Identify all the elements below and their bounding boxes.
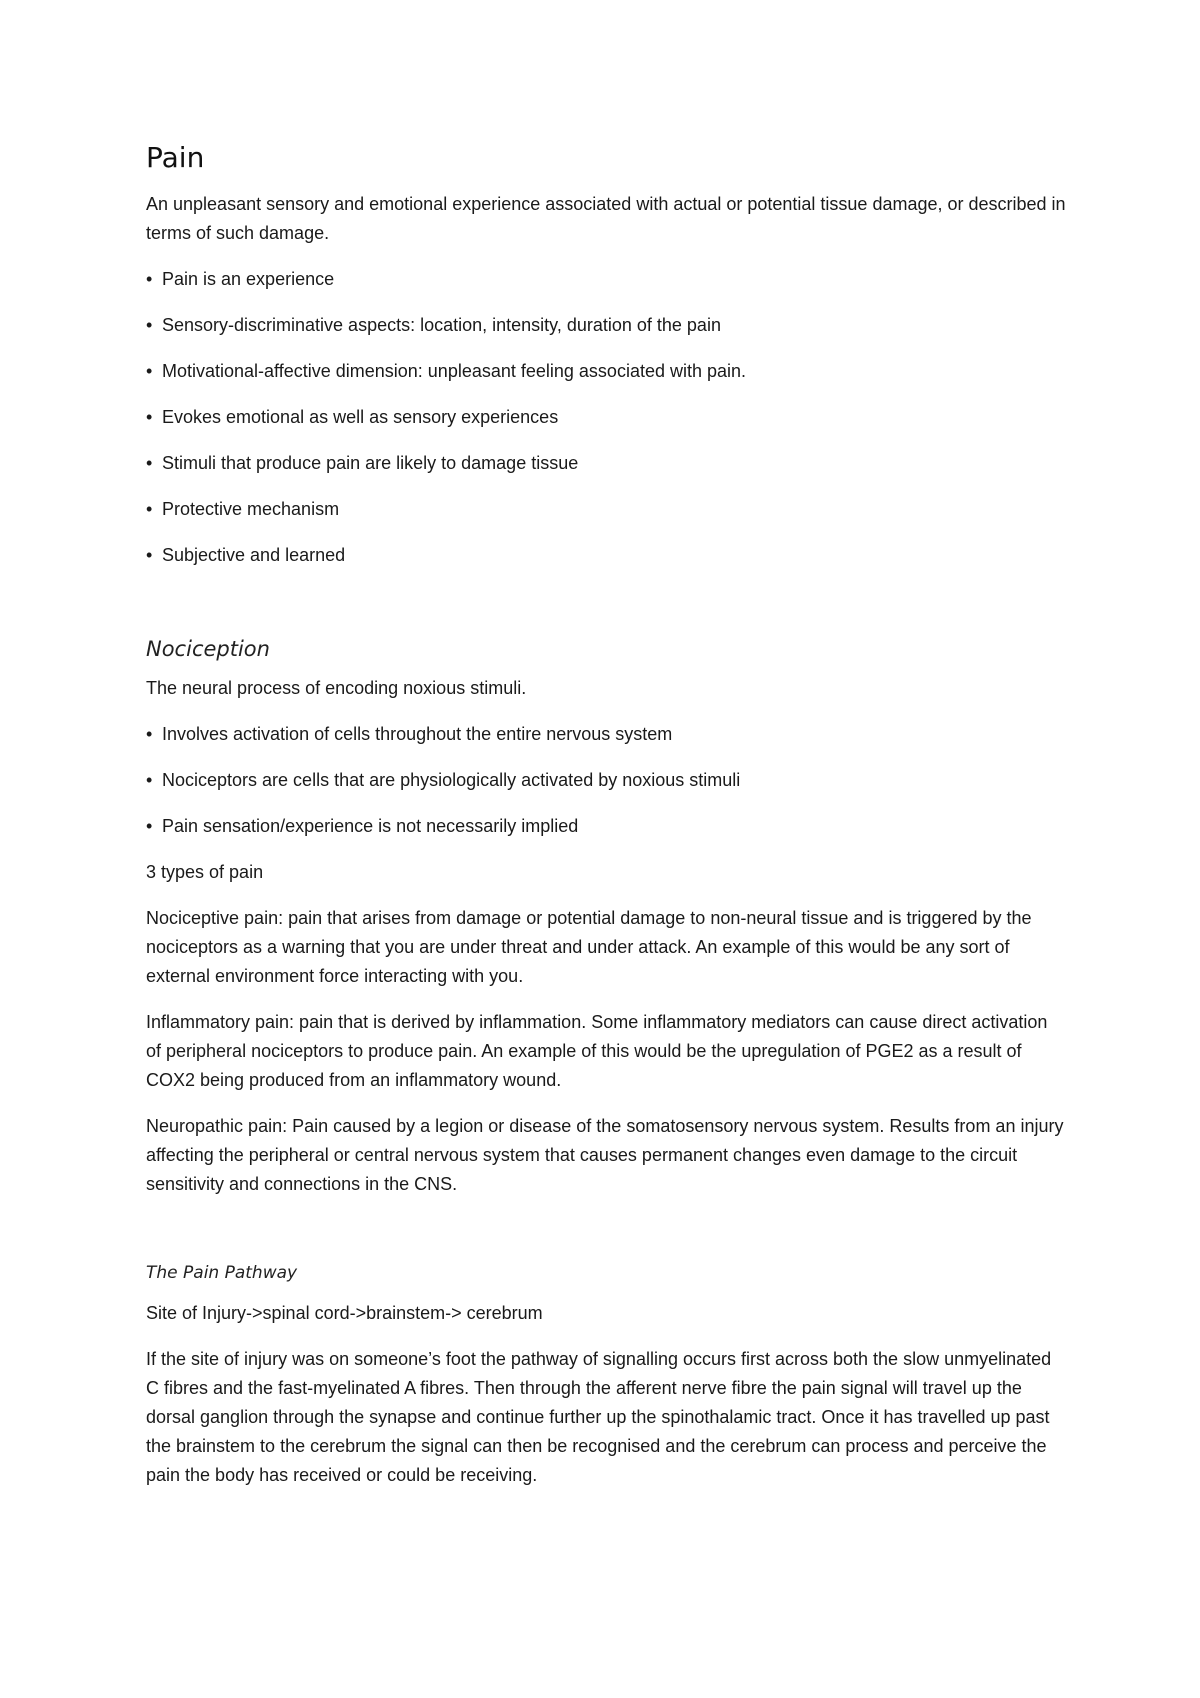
- document-page: [146, 140, 1066, 1507]
- pain-bullet-list: [146, 265, 1066, 570]
- nociception-bullet-item: [146, 720, 1066, 749]
- bullet-icon: •: [146, 724, 153, 744]
- bullet-text: Involves activation of cells throughout the entire nervous system: [162, 724, 673, 744]
- bullet-text: Pain is an experience: [162, 269, 335, 289]
- bullet-icon: •: [146, 499, 153, 519]
- pain-bullet-item: [146, 357, 1066, 386]
- pain-pathway-description: If the site of injury was on someone’s foot the pathway of signalling occurs first across both the slow unmyelinated C fibres and the fast-myelinated A fibres. Then through the afferent nerve fibre the pain signal will travel up the dorsal ganglion through the synapse and continue further up the spinothalamic tract. Once it has travelled up past the brainstem to the cerebrum the signal can then be recognised and the cerebrum can process and perceive the pain the body has received or could be receiving.: [146, 1349, 1052, 1485]
- bullet-icon: •: [146, 545, 153, 565]
- bullet-text: Stimuli that produce pain are likely to damage tissue: [162, 453, 579, 473]
- nociception-bullet-list: [146, 720, 1066, 841]
- bullet-text: Subjective and learned: [162, 545, 346, 565]
- nociception-bullet-item: [146, 766, 1066, 795]
- bullet-text: Motivational-affective dimension: unpleasant feeling associated with pain.: [162, 361, 747, 381]
- bullet-icon: •: [146, 770, 153, 790]
- bullet-icon: •: [146, 816, 153, 836]
- pain-pathway-heading: The Pain Pathway: [146, 1263, 298, 1283]
- pain-pathway-route: Site of Injury->spinal cord->brainstem-> cerebrum: [146, 1303, 543, 1323]
- bullet-icon: •: [146, 361, 153, 381]
- bullet-text: Protective mechanism: [162, 499, 340, 519]
- bullet-text: Sensory-discriminative aspects: location, intensity, duration of the pain: [162, 315, 721, 335]
- pain-bullet-item: [146, 403, 1066, 432]
- pain-bullet-item: [146, 265, 1066, 294]
- nociception-heading: Nociception: [146, 637, 270, 661]
- bullet-icon: •: [146, 407, 153, 427]
- nociceptive-pain-paragraph: Nociceptive pain: pain that arises from damage or potential damage to non-neural tissue and is triggered by the nociceptors as a warning that you are under threat and under attack. An example of this would be any sort of external environment force interacting with you.: [146, 908, 1032, 986]
- nociception-bullet-item: [146, 812, 1066, 841]
- bullet-icon: •: [146, 269, 153, 289]
- pain-definition: An unpleasant sensory and emotional experience associated with actual or potential tissue damage, or described in terms of such damage.: [146, 194, 1066, 243]
- bullet-text: Nociceptors are cells that are physiologically activated by noxious stimuli: [162, 770, 741, 790]
- neuropathic-pain-paragraph: Neuropathic pain: Pain caused by a legion or disease of the somatosensory nervous system. Results from an injury affecting the peripheral or central nervous system that causes permanent changes even damage to the circuit sensitivity and connections in the CNS.: [146, 1116, 1064, 1194]
- bullet-text: Pain sensation/experience is not necessarily implied: [162, 816, 579, 836]
- bullet-icon: •: [146, 453, 153, 473]
- nociception-definition: The neural process of encoding noxious stimuli.: [146, 678, 527, 698]
- pain-types-heading: 3 types of pain: [146, 862, 264, 882]
- pain-bullet-item: [146, 495, 1066, 524]
- bullet-text: Evokes emotional as well as sensory experiences: [162, 407, 559, 427]
- bullet-icon: •: [146, 315, 153, 335]
- pain-heading: Pain: [146, 141, 205, 174]
- pain-bullet-item: [146, 449, 1066, 478]
- inflammatory-pain-paragraph: Inflammatory pain: pain that is derived by inflammation. Some inflammatory mediators can cause direct activation of peripheral nociceptors to produce pain. An example of this would be the upregulation of PGE2 as a result of COX2 being produced from an inflammatory wound.: [146, 1012, 1048, 1090]
- pain-bullet-item: [146, 541, 1066, 570]
- pain-bullet-item: [146, 311, 1066, 340]
